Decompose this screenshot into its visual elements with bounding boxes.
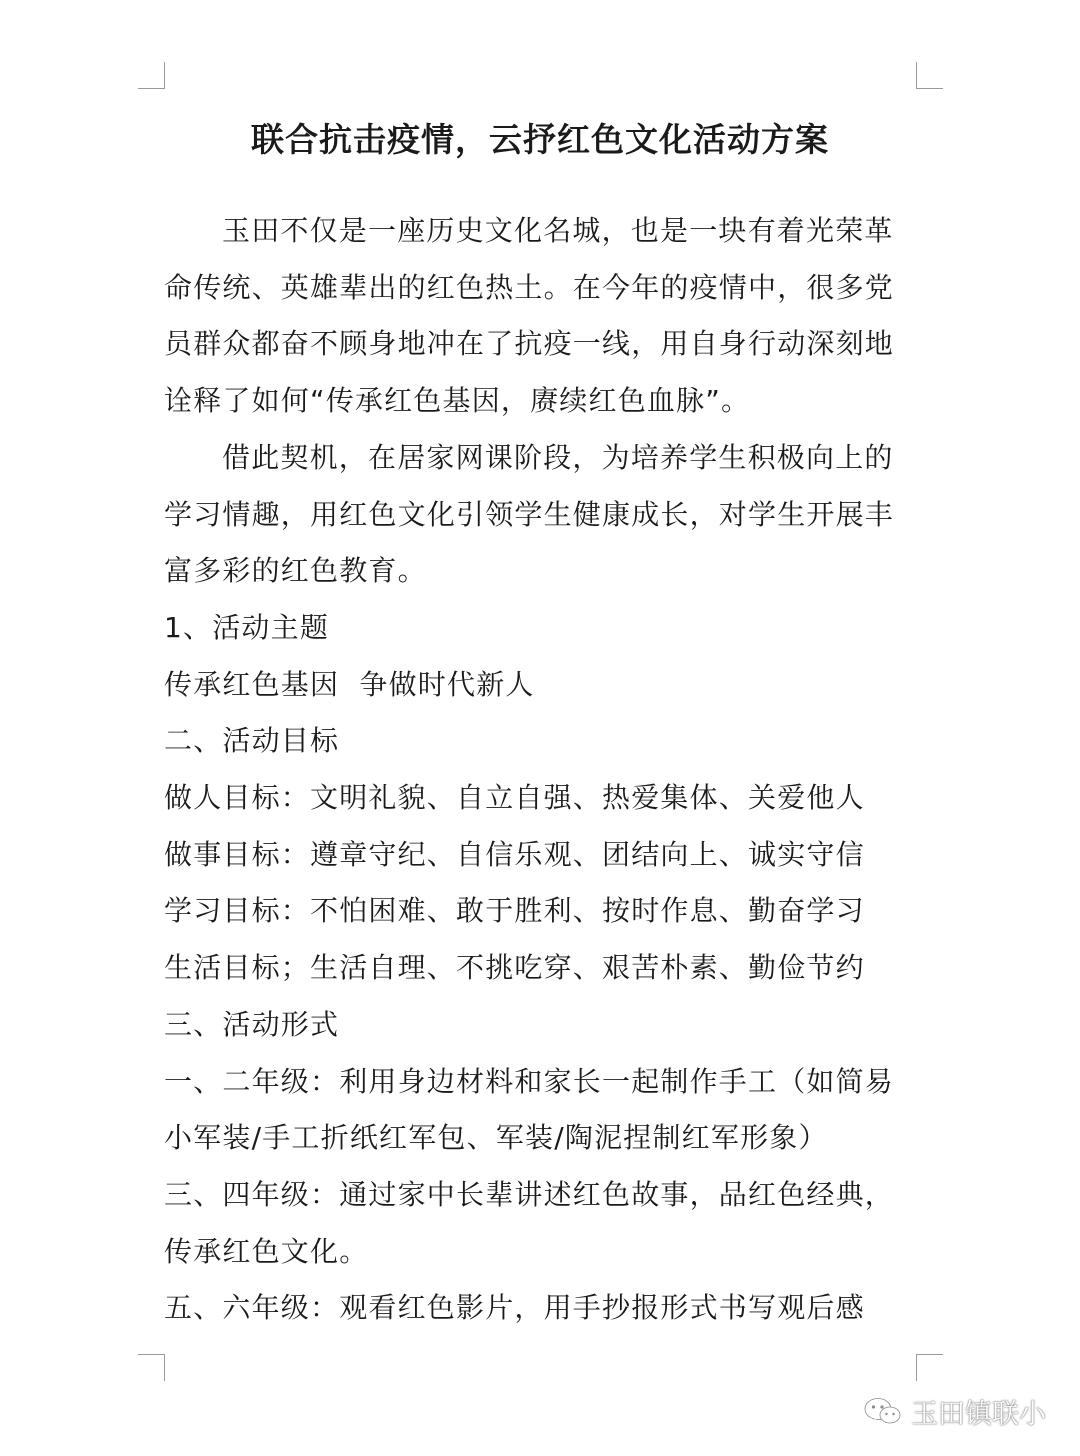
page-corner-mark-bottom-left (138, 1354, 165, 1381)
document-title: 联合抗击疫情，云抒红色文化活动方案 (251, 120, 829, 160)
form-item: 五、六年级：观看红色影片，用手抄报形式书写观后感 (164, 1291, 865, 1325)
document-body (164, 203, 916, 1337)
goal-item: 生活目标；生活自理、不挑吃穿、艰苦朴素、勤俭节约 (164, 951, 865, 985)
wechat-watermark (863, 1392, 1046, 1431)
goal-item: 做事目标：遵章守纪、自信乐观、团结向上、诚实守信 (164, 837, 865, 871)
purpose-paragraph: 借此契机，在居家网课阶段，为培养学生积极向上的学习情趣，用红色文化引领学生健康成长，对学生开展丰富多彩的红色教育。 (164, 440, 895, 588)
activity-theme: 传承红色基因 争做时代新人 (164, 667, 535, 701)
page-corner-mark-top-right (916, 62, 943, 89)
form-item: 一、二年级：利用身边材料和家长一起制作手工（如简易小军装/手工折纸红军包、军装/陶泥捏制红军形象） (164, 1064, 895, 1155)
wechat-icon (863, 1396, 903, 1428)
intro-paragraph: 玉田不仅是一座历史文化名城，也是一块有着光荣革命传统、英雄辈出的红色热土。在今年的疫情中，很多党员群众都奋不顾身地冲在了抗疫一线，用自身行动深刻地诠释了如何“传承红色基因，赓续红色血脉”。 (164, 214, 895, 418)
goal-item: 学习目标：不怕困难、敢于胜利、按时作息、勤奋学习 (164, 894, 865, 928)
section-heading-forms: 三、活动形式 (164, 1007, 340, 1041)
goal-item: 做人目标：文明礼貌、自立自强、热爱集体、关爱他人 (164, 781, 865, 815)
section-heading-theme: 1、活动主题 (164, 610, 330, 644)
watermark-account-name: 玉田镇联小 (911, 1399, 1046, 1430)
section-heading-goals: 二、活动目标 (164, 724, 340, 758)
page-corner-mark-top-left (138, 62, 165, 89)
form-item: 三、四年级：通过家中长辈讲述红色故事，品红色经典，传承红色文化。 (164, 1177, 895, 1268)
page-corner-mark-bottom-right (916, 1354, 943, 1381)
